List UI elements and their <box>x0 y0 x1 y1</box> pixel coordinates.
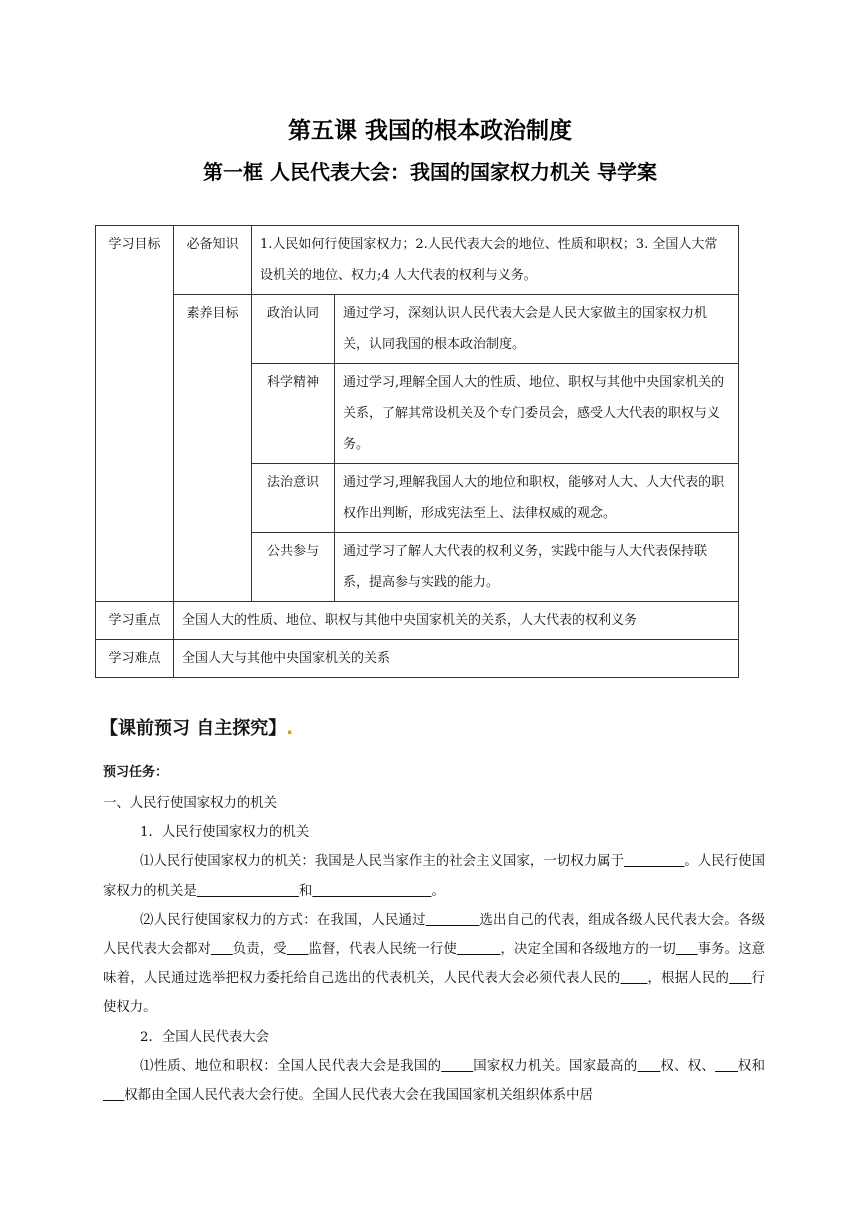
row-text-science: 通过学习,理解全国人大的性质、地位、职权与其他中央国家机关的关系，了解其常设机关及个专门委员会，感受人大代表的职权与义务。 <box>335 364 739 464</box>
focus-text: 全国人大的性质、地位、职权与其他中央国家机关的关系，人大代表的权利义务 <box>174 602 739 640</box>
paragraph-1: ⑴人民行使国家权力的机关：我国是人民当家作主的社会主义国家，一切权力属于 。人民行使国家权力的机关是 和 。 <box>103 854 766 899</box>
fill-blank[interactable] <box>197 884 299 899</box>
preview-content <box>103 789 765 1110</box>
heading-mark: . <box>286 718 294 739</box>
page-title: 第五课 我国的根本政治制度 <box>287 118 572 144</box>
table-row <box>96 295 739 364</box>
fill-blank[interactable] <box>676 942 698 957</box>
fill-blank[interactable] <box>426 913 480 928</box>
fill-blank[interactable] <box>621 971 648 986</box>
section-heading <box>100 714 293 740</box>
paragraph-3: ⑴性质、地位和职权：全国人民代表大会是我国的 国家权力机关。国家最高的 权、权、 权和 权都由全国人民代表大会行使。全国人民代表大会在我国国家机关组织体系中居 <box>103 1052 765 1110</box>
fill-blank[interactable] <box>103 1088 124 1103</box>
table-row <box>96 640 739 678</box>
fill-blank[interactable] <box>312 884 431 899</box>
row-label-political: 政治认同 <box>252 295 335 364</box>
fill-blank[interactable] <box>624 854 684 869</box>
difficulty-label: 学习难点 <box>96 640 174 678</box>
paragraph-2: ⑵人民行使国家权力的方式：在我国，人民通过 选出自己的代表，组成各级人民代表大会。各级人民代表大会都对 负责，受 监督，代表人民统一行使 ，决定全国和各级地方的一切 事务。这意味着，人民通过选举把权力委托给自己选出的代表机关，人民代表大会必须代表人民的 ，根据人民的 行使权力。 <box>103 912 766 1016</box>
fill-blank[interactable] <box>715 1059 738 1074</box>
difficulty-text: 全国人大与其他中央国家机关的关系 <box>174 640 739 678</box>
table-row <box>96 226 739 295</box>
fill-blank[interactable] <box>729 971 751 986</box>
bibei-text: 1.人民如何行使国家权力；2.人民代表大会的地位、性质和职权；3. 全国人大常设机关的地位、权力;4 人大代表的权利与义务。 <box>252 226 739 295</box>
heading-1-1: 1．人民行使国家权力的机关 <box>140 825 310 841</box>
fill-blank[interactable] <box>211 942 233 957</box>
row-label-law: 法治意识 <box>252 464 335 533</box>
row-label-science: 科学精神 <box>252 364 335 464</box>
bibei-label: 必备知识 <box>174 226 252 295</box>
goals-label: 学习目标 <box>96 226 174 602</box>
heading-1-2: 2．全国人民代表大会 <box>140 1029 270 1045</box>
learning-goals-table <box>95 225 739 678</box>
row-text-public: 通过学习了解人大代表的权利义务，实践中能与人大代表保持联系，提高参与实践的能力。 <box>335 533 739 602</box>
suyang-label: 素养目标 <box>174 295 252 602</box>
section-heading-text: 【课前预习 自主探究】 <box>100 718 287 739</box>
task-label: 预习任务： <box>103 765 169 780</box>
table-row <box>96 602 739 640</box>
fill-blank[interactable] <box>457 942 501 957</box>
focus-label: 学习重点 <box>96 602 174 640</box>
row-label-public: 公共参与 <box>252 533 335 602</box>
fill-blank[interactable] <box>287 942 309 957</box>
row-text-law: 通过学习,理解我国人大的地位和职权，能够对人大、人大代表的职权作出判断，形成宪法至上、法律权威的观念。 <box>335 464 739 533</box>
page-subtitle: 第一框 人民代表大会：我国的国家权力机关 导学案 <box>203 160 657 184</box>
row-text-political: 通过学习，深刻认识人民代表大会是人民大家做主的国家权力机关，认同我国的根本政治制度。 <box>335 295 739 364</box>
fill-blank[interactable] <box>638 1059 661 1074</box>
heading-1: 一、人民行使国家权力的机关 <box>103 796 278 811</box>
fill-blank[interactable] <box>441 1059 473 1074</box>
